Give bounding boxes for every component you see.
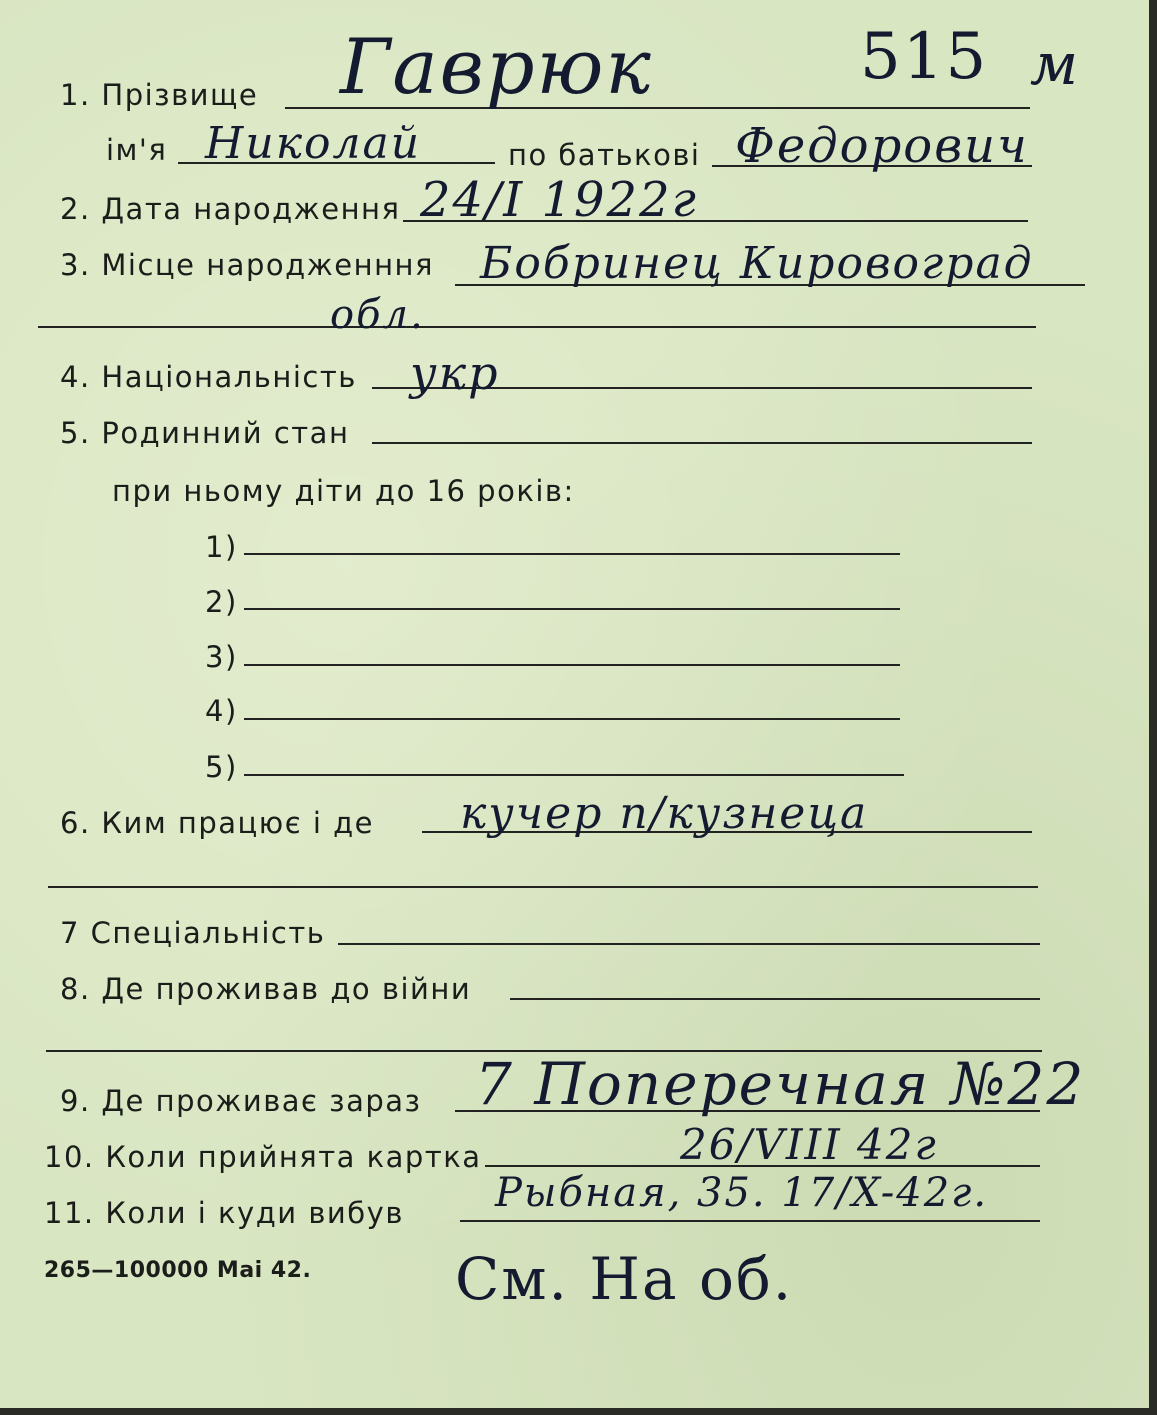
residence-prewar-line bbox=[510, 998, 1040, 1000]
child-3-label: 3) bbox=[205, 640, 238, 674]
residence-now-label: 9. Де проживає зараз bbox=[60, 1084, 422, 1118]
patronymic-label: по батькові bbox=[508, 138, 701, 172]
child-4-line bbox=[244, 718, 900, 720]
surname-label: 1. Прізвище bbox=[60, 78, 259, 112]
child-3-line bbox=[244, 664, 900, 666]
birth-place-value-line2: обл. bbox=[330, 292, 425, 338]
birth-place-value-line1: Бобринец Кировоград bbox=[480, 238, 1034, 289]
child-4-label: 4) bbox=[205, 694, 238, 728]
card-corner-mark: м bbox=[1030, 30, 1081, 98]
card-date-label: 10. Коли прийнята картка bbox=[44, 1140, 482, 1174]
marital-status-label: 5. Родинний стан bbox=[60, 416, 350, 450]
patronymic-value: Федорович bbox=[735, 118, 1029, 174]
residence-prewar-label: 8. Де проживав до війни bbox=[60, 972, 472, 1006]
card-date-value: 26/VIII 42г bbox=[680, 1120, 938, 1169]
specialty-label: 7 Спеціальність bbox=[60, 916, 326, 950]
child-1-label: 1) bbox=[205, 530, 238, 564]
child-2-line bbox=[244, 608, 900, 610]
birth-place-label: 3. Місце народженння bbox=[60, 248, 434, 282]
work-value: кучер п/кузнеца bbox=[460, 788, 869, 839]
child-1-line bbox=[244, 553, 900, 555]
child-5-label: 5) bbox=[205, 750, 238, 784]
birth-place-line-2 bbox=[38, 326, 1036, 328]
child-2-label: 2) bbox=[205, 585, 238, 619]
name-label: ім'я bbox=[106, 133, 168, 167]
card-number: 515 bbox=[860, 20, 989, 94]
print-mark: 265—100000 Mai 42. bbox=[44, 1258, 312, 1283]
residence-now-value: 7 Поперечная №22 bbox=[475, 1050, 1086, 1118]
work-line-2 bbox=[48, 886, 1038, 888]
departure-value: Рыбная, 35. 17/X-42г. bbox=[495, 1170, 989, 1216]
name-value: Николай bbox=[205, 118, 422, 169]
marital-status-line bbox=[372, 442, 1032, 444]
departure-line bbox=[460, 1220, 1040, 1222]
specialty-line bbox=[338, 943, 1040, 945]
nationality-value: укр bbox=[410, 346, 500, 400]
surname-value: Гаврюк bbox=[340, 22, 653, 111]
departure-label: 11. Коли і куди вибув bbox=[44, 1196, 404, 1230]
birth-date-value: 24/І 1922г bbox=[420, 172, 698, 228]
nationality-label: 4. Національність bbox=[60, 360, 357, 394]
birth-date-label: 2. Дата народження bbox=[60, 192, 401, 226]
work-label: 6. Ким працює і де bbox=[60, 806, 375, 840]
child-5-line bbox=[244, 774, 904, 776]
reverse-note: См. На об. bbox=[455, 1245, 794, 1313]
children-label: при ньому діти до 16 років: bbox=[112, 474, 575, 508]
